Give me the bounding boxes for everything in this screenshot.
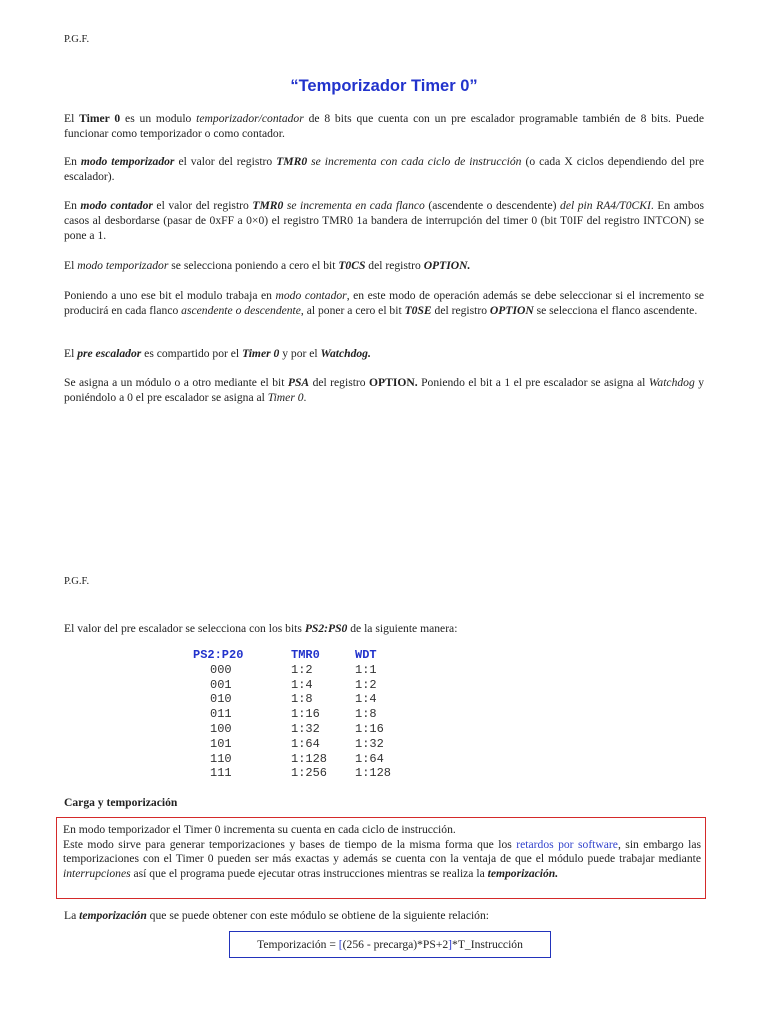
table-cell: 011	[210, 707, 232, 722]
table-cell: 1:128	[291, 751, 328, 766]
table-cell: 001	[210, 677, 232, 692]
table-cell: 1:2	[291, 662, 313, 677]
box-paragraph: Este modo sirve para generar temporizaciones y bases de tiempo de la misma forma que los retardos por software, sin embargo las temporizaciones con el Timer 0 pueden ser más exactas y además se cuenta con la ventaja de que el módulo puede trabajar mediante interrupciones así que el programa puede ejecutar otras instrucciones mientras se realiza la temporización.	[63, 837, 701, 880]
table-cell: 1:1	[355, 662, 377, 677]
table-cell: 111	[210, 766, 232, 781]
table-cell: 1:8	[291, 692, 313, 707]
paragraph-prescaler: El pre escalador es compartido por el Timer 0 y por el Watchdog.	[64, 347, 371, 360]
table-cell: 1:64	[291, 736, 320, 751]
table-cell: 000	[210, 662, 232, 677]
section-heading: Carga y temporización	[64, 796, 178, 809]
table-header: WDT	[355, 648, 377, 662]
table-column-tmr0	[291, 648, 327, 781]
table-header: TMR0	[291, 648, 320, 662]
paragraph-timer-mode: En modo temporizador el valor del registro TMR0 se incrementa con cada ciclo de instrucción (o cada X ciclos dependiendo del pre escalador).	[64, 155, 704, 183]
table-cell: 101	[210, 736, 232, 751]
table-column-wdt	[355, 648, 391, 781]
table-cell: 1:2	[355, 677, 377, 692]
document-title: “Temporizador Timer 0”	[290, 77, 478, 95]
table-cell: 1:4	[291, 677, 313, 692]
paragraph-relation: La temporización que se puede obtener con este módulo se obtiene de la siguiente relación:	[64, 909, 490, 922]
table-column-ps	[193, 648, 243, 781]
table-cell: 110	[210, 751, 232, 766]
table-cell: 1:4	[355, 692, 377, 707]
table-cell: 1:128	[355, 766, 392, 781]
table-header: PS2:P20	[193, 648, 244, 662]
paragraph-intro: El Timer 0 es un modulo temporizador/contador de 8 bits que cuenta con un pre escalador programable también de 8 bits. Puede funcionar como temporizador o como contador.	[64, 112, 704, 140]
paragraph-ps-bits: El valor del pre escalador se selecciona con los bits PS2:PS0 de la siguiente manera:	[64, 622, 458, 635]
page-header: P.G.F.	[64, 34, 90, 45]
paragraph-t0se: Poniendo a uno ese bit el modulo trabaja en modo contador, en este modo de operación además se debe seleccionar si el incremento se producirá en cada flanco ascendente o descendente, al poner a cero el bit T0SE del registro OPTION se selecciona el flanco ascendente.	[64, 289, 704, 317]
box-line-1: En modo temporizador el Timer 0 incrementa su cuenta en cada ciclo de instrucción.	[63, 823, 456, 836]
formula-box: Temporización = [(256 - precarga)*PS+2]*T_Instrucción	[229, 931, 551, 958]
paragraph-t0cs: El modo temporizador se selecciona poniendo a cero el bit T0CS del registro OPTION.	[64, 259, 471, 272]
highlight-box	[56, 817, 706, 899]
table-cell: 1:32	[291, 721, 320, 736]
table-cell: 1:8	[355, 707, 377, 722]
table-cell: 100	[210, 721, 232, 736]
table-cell: 1:256	[291, 766, 328, 781]
table-cell: 1:16	[355, 721, 384, 736]
table-cell: 1:32	[355, 736, 384, 751]
paragraph-psa: Se asigna a un módulo o a otro mediante el bit PSA del registro OPTION. Poniendo el bit a 1 el pre escalador se asigna al Watchdog y poniéndolo a 0 el pre escalador se asigna al Timer 0.	[64, 376, 704, 404]
table-cell: 1:16	[291, 707, 320, 722]
page-header-2: P.G.F.	[64, 576, 90, 587]
prescaler-table	[193, 648, 433, 782]
table-cell: 1:64	[355, 751, 384, 766]
software-delays-link[interactable]: retardos por software	[516, 837, 618, 851]
paragraph-counter-mode: En modo contador el valor del registro TMR0 se incrementa en cada flanco (ascendente o descendente) del pin RA4/T0CKI. En ambos casos al desbordarse (pasar de 0xFF a 0×0) el registro TMR0 1a bandera de interrupción del timer 0 (bit T0IF del registro INTCON) se pone a 1.	[64, 199, 705, 242]
table-cell: 010	[210, 692, 232, 707]
